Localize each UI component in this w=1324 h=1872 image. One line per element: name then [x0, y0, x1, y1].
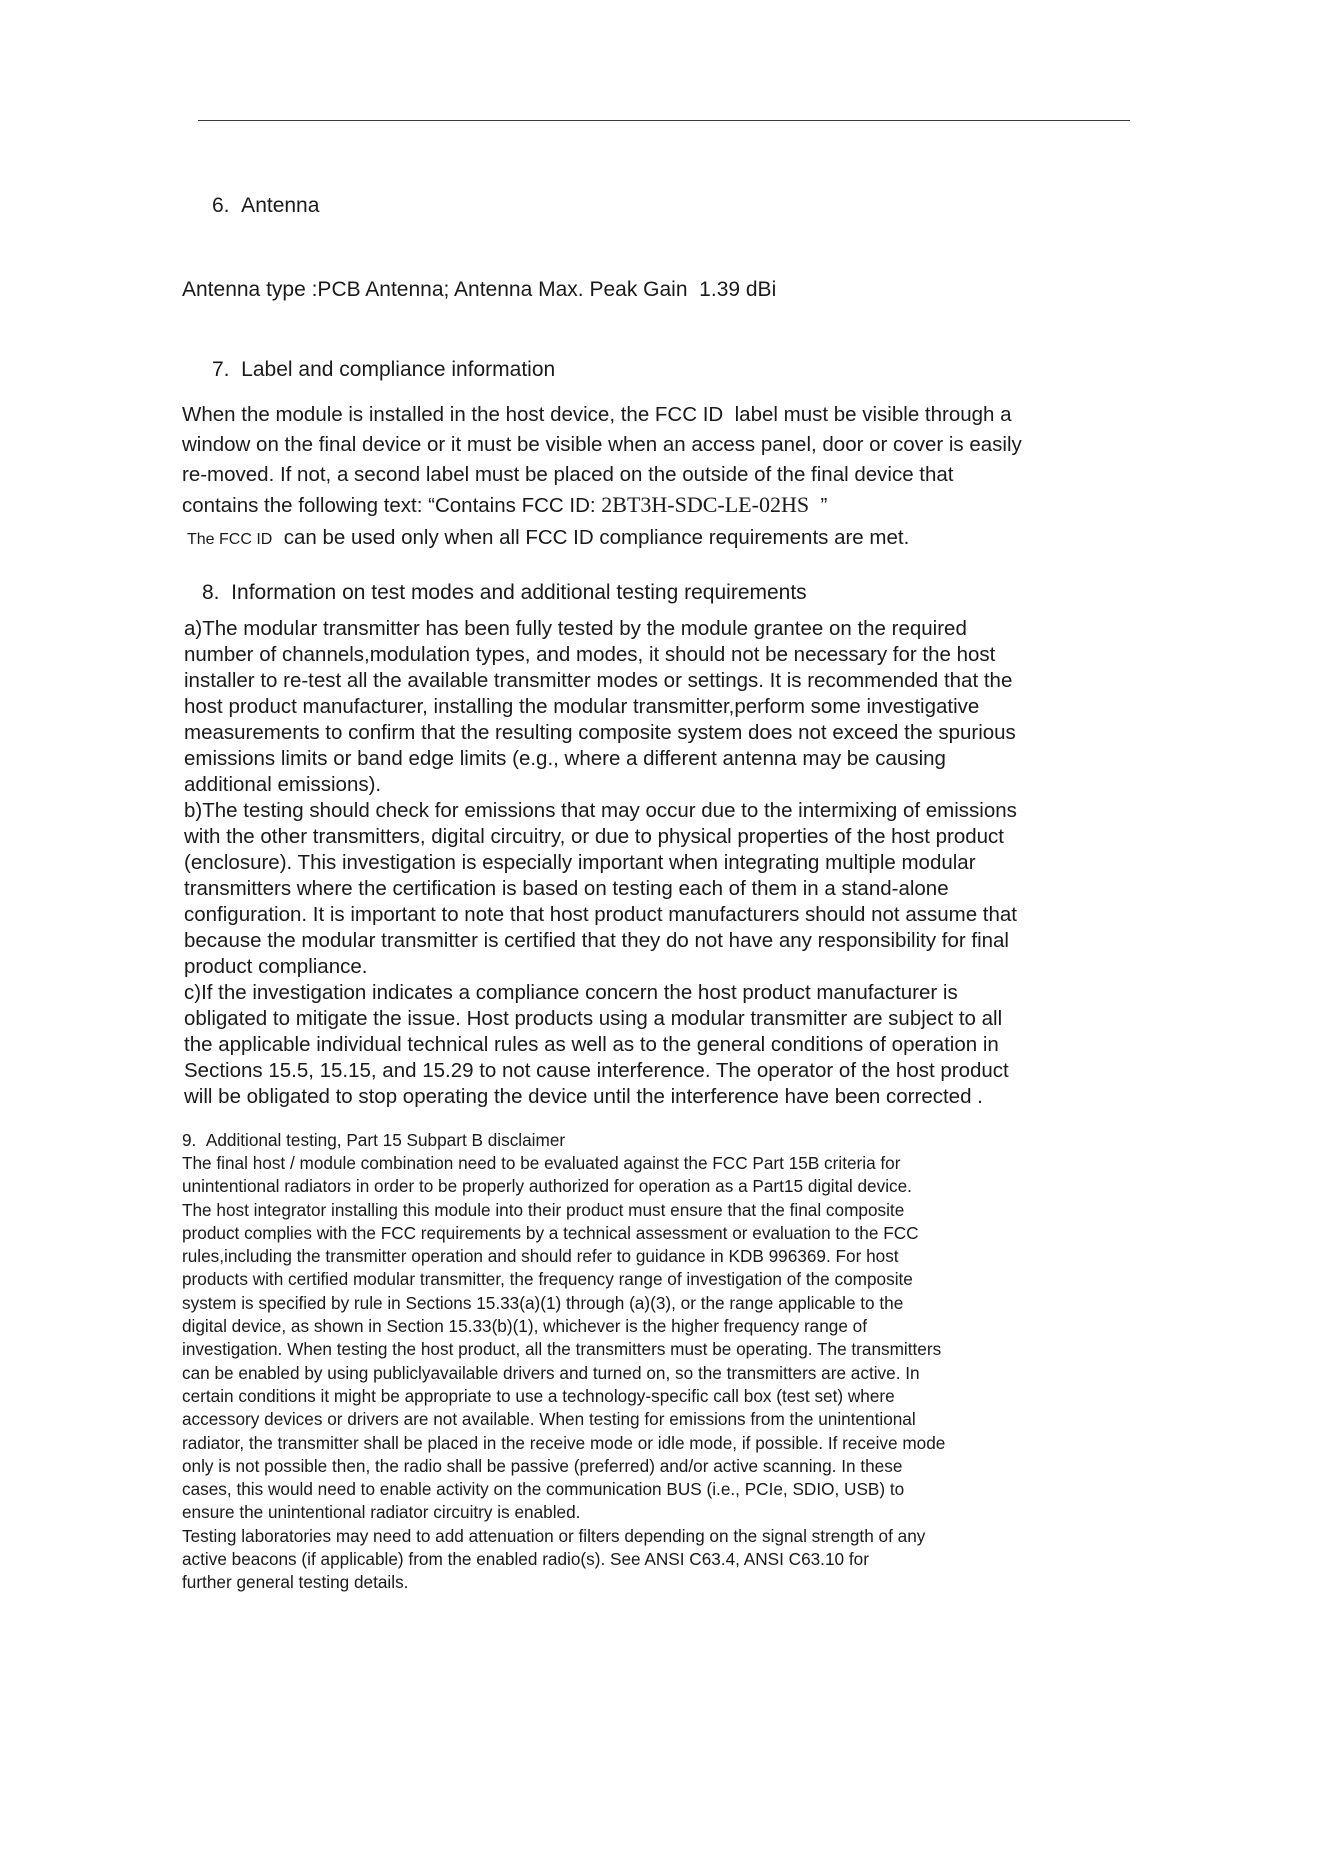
paragraph-line: window on the final device or it must be visible when an access panel, door or cover is easily	[182, 433, 1022, 456]
paragraph-line: rules,including the transmitter operation and should refer to guidance in KDB 996369. For host	[182, 1246, 899, 1267]
part15b-paragraph	[182, 1152, 945, 1595]
header-rule	[198, 120, 1130, 121]
paragraph-line: ensure the unintentional radiator circuitry is enabled.	[182, 1502, 581, 1523]
fcc-id-note-rest: can be used only when all FCC ID compliance requirements are met.	[272, 526, 910, 549]
paragraph-line: active beacons (if applicable) from the enabled radio(s). See ANSI C63.4, ANSI C63.10 for	[182, 1549, 869, 1570]
paragraph-line: measurements to confirm that the resulting composite system does not exceed the spurious	[184, 721, 1016, 744]
paragraph-line: number of channels,modulation types, and modes, it should not be necessary for the host	[184, 643, 996, 666]
test-modes-paragraph	[184, 616, 1017, 1110]
fcc-id-value: 2BT3H-SDC-LE-02HS	[601, 492, 810, 517]
paragraph-line: investigation. When testing the host product, all the transmitters must be operating. The transmitters	[182, 1339, 942, 1360]
paragraph-line: radiator, the transmitter shall be placed in the receive mode or idle mode, if possible. If receive mode	[182, 1432, 946, 1453]
paragraph-line: emissions limits or band edge limits (e.g., where a different antenna may be causing	[184, 747, 946, 770]
paragraph-line: host product manufacturer, installing the modular transmitter,perform some investigative	[184, 695, 980, 718]
section-7-heading: 7. Label and compliance information	[212, 358, 556, 381]
paragraph-line: transmitters where the certification is based on testing each of them in a stand-alone	[184, 877, 949, 900]
paragraph-line: obligated to mitigate the issue. Host products using a modular transmitter are subject to all	[184, 1007, 1003, 1030]
paragraph-line: unintentional radiators in order to be properly authorized for operation as a Part15 digital device.	[182, 1176, 912, 1197]
paragraph-line: certain conditions it might be appropriate to use a technology-specific call box (test set) where	[182, 1385, 895, 1406]
paragraph-line: cases, this would need to enable activity on the communication BUS (i.e., PCIe, SDIO, USB) to	[182, 1479, 905, 1500]
fcc-id-note	[187, 526, 909, 550]
paragraph-line: further general testing details.	[182, 1572, 409, 1593]
paragraph-line: digital device, as shown in Section 15.33(b)(1), whichever is the higher frequency range of	[182, 1316, 868, 1337]
paragraph-line: The host integrator installing this module into their product must ensure that the final composite	[182, 1199, 905, 1220]
paragraph-line: only is not possible then, the radio shall be passive (preferred) and/or active scanning. In these	[182, 1455, 903, 1476]
paragraph-line: Testing laboratories may need to add attenuation or filters depending on the signal strength of any	[182, 1525, 926, 1546]
paragraph-line: re-moved. If not, a second label must be placed on the outside of the final device that	[182, 463, 954, 486]
paragraph-line: the applicable individual technical rules as well as to the general conditions of operation in	[184, 1033, 999, 1056]
paragraph-line: additional emissions).	[184, 773, 382, 796]
section-8-heading: 8. Information on test modes and additional testing requirements	[202, 581, 807, 604]
paragraph-line: accessory devices or drivers are not available. When testing for emissions from the unintentional	[182, 1409, 916, 1430]
label-paragraph	[182, 400, 1022, 521]
paragraph-line: c)If the investigation indicates a compliance concern the host product manufacturer is	[184, 981, 958, 1004]
paragraph-line: products with certified modular transmitter, the frequency range of investigation of the composite	[182, 1269, 913, 1290]
contains-suffix: ”	[809, 494, 828, 517]
paragraph-line: Sections 15.5, 15.15, and 15.29 to not cause interference. The operator of the host product	[184, 1059, 1009, 1082]
paragraph-line: installer to re-test all the available transmitter modes or settings. It is recommended that the	[184, 669, 1013, 692]
paragraph-line: with the other transmitters, digital circuitry, or due to physical properties of the host product	[184, 825, 1004, 848]
contains-prefix: contains the following text: “Contains FCC ID:	[182, 494, 602, 517]
paragraph-line: will be obligated to stop operating the device until the interference have been corrected .	[184, 1085, 983, 1108]
antenna-type-text: Antenna type :PCB Antenna; Antenna Max. Peak Gain 1.39 dBi	[182, 278, 777, 301]
section-6-heading: 6. Antenna	[212, 194, 320, 217]
paragraph-line: When the module is installed in the host device, the FCC ID label must be visible through a	[182, 403, 1012, 426]
paragraph-line: configuration. It is important to note that host product manufacturers should not assume that	[184, 903, 1017, 926]
fcc-id-note-prefix: The FCC ID	[187, 531, 273, 548]
paragraph-line: system is specified by rule in Sections 15.33(a)(1) through (a)(3), or the range applicable to the	[182, 1292, 904, 1313]
paragraph-line: (enclosure). This investigation is especially important when integrating multiple modular	[184, 851, 976, 874]
paragraph-line: b)The testing should check for emissions that may occur due to the intermixing of emissions	[184, 799, 1017, 822]
paragraph-line: a)The modular transmitter has been fully tested by the module grantee on the required	[184, 617, 967, 640]
paragraph-line: because the modular transmitter is certified that they do not have any responsibility for final	[184, 929, 1009, 952]
paragraph-line: product compliance.	[184, 955, 368, 978]
paragraph-line: can be enabled by using publiclyavailable drivers and turned on, so the transmitters are active. In	[182, 1362, 920, 1383]
contains-fcc-id-line	[182, 490, 1022, 521]
paragraph-line: product complies with the FCC requirements by a technical assessment or evaluation to the FCC	[182, 1222, 919, 1243]
section-9-heading: 9. Additional testing, Part 15 Subpart B disclaimer	[182, 1130, 566, 1150]
paragraph-line: The final host / module combination need to be evaluated against the FCC Part 15B criteria for	[182, 1153, 901, 1173]
